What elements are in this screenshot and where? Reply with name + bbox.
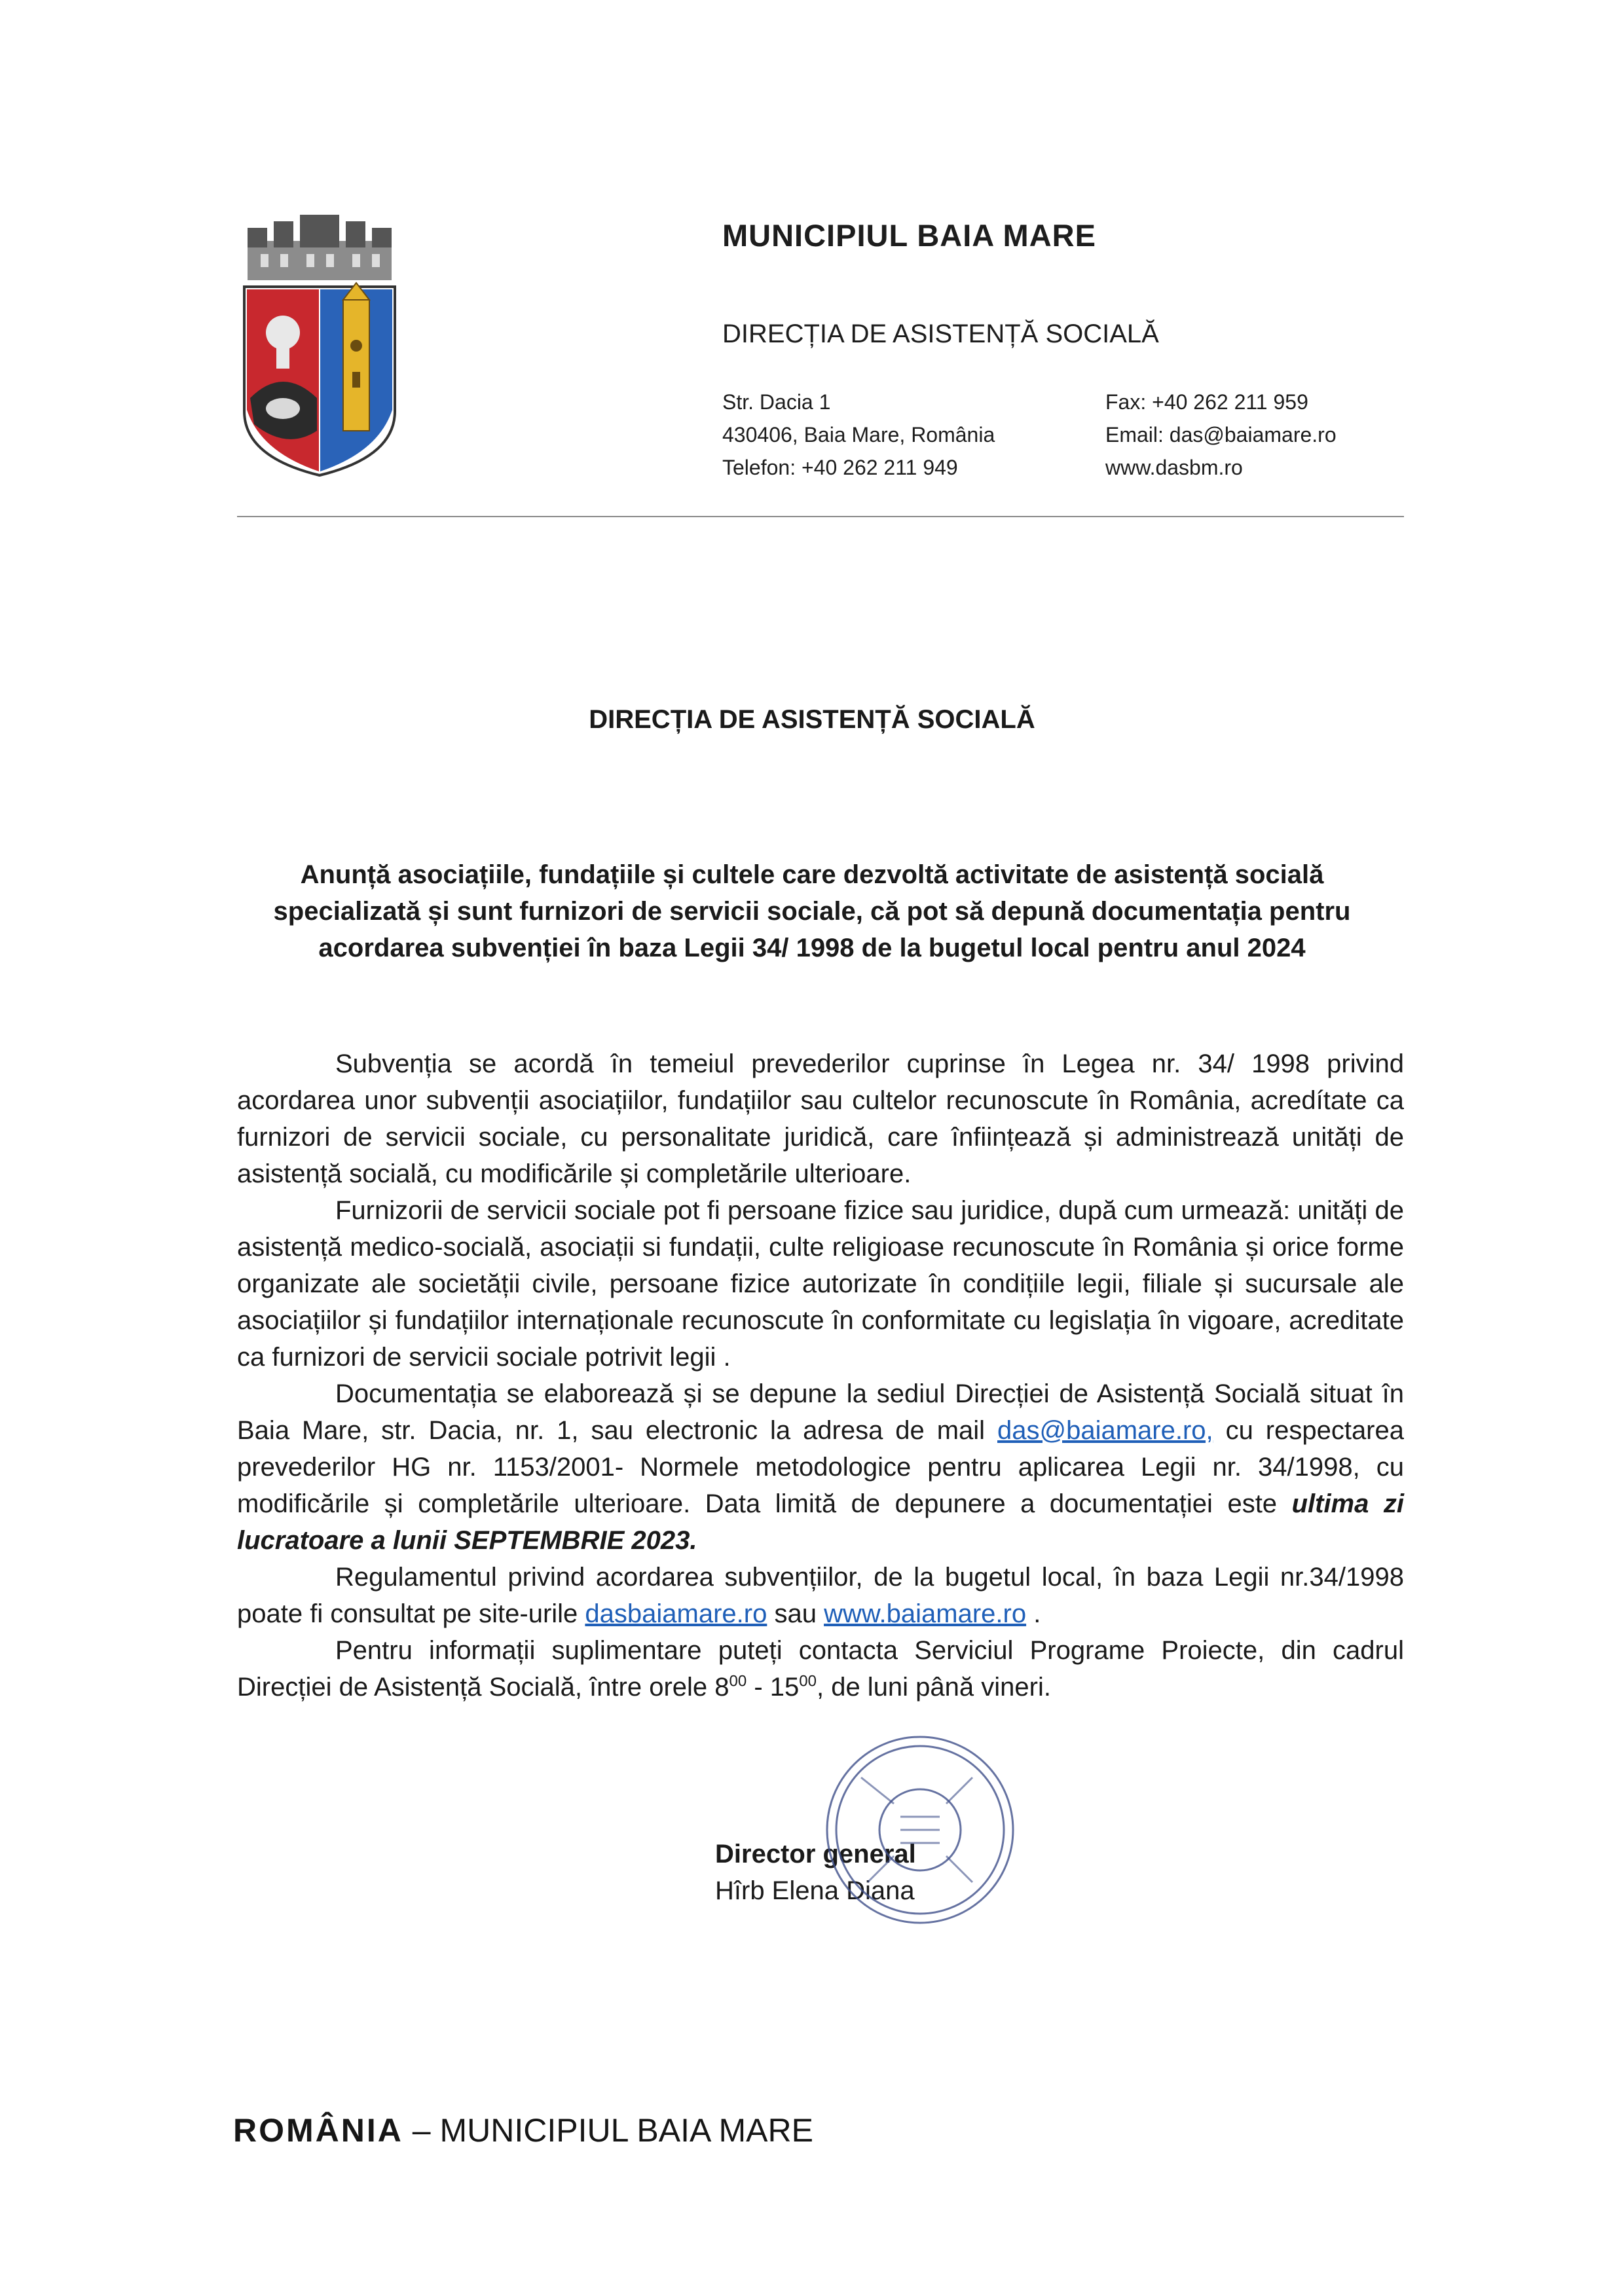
department-name: DIRECȚIA DE ASISTENȚĂ SOCIALĂ <box>722 319 1159 348</box>
signatory-title: Director general <box>715 1840 916 1868</box>
footer <box>233 2111 813 2149</box>
baiamare-link[interactable]: www.baiamare.ro <box>824 1599 1027 1628</box>
deadline-text: ultima zi lucratoare a lunii SEPTEMBRIE 2023. <box>237 1489 1404 1555</box>
footer-country: ROMÂNIA <box>233 2112 403 2149</box>
signatory-name: Hîrb Elena Diana <box>715 1876 915 1905</box>
paragraph-regulation: Regulamentul privind acordarea subvențiilor, de la bugetul local, în baza Legii nr.34/1998 poate fi consultat pe site-urile dasbaiamare.ro sau www.baiamare.ro . <box>237 1563 1404 1628</box>
city-address: 430406, Baia Mare, România <box>722 423 995 446</box>
paragraph-documentation: Documentația se elaborează și se depune la sediul Direcției de Asistență Socială situat în Baia Mare, str. Dacia, nr. 1, sau electronic la adresa de mail das@baiamare.ro, cu respectarea prevederilor HG nr. 1153/2001- Normele metodologice pentru aplicarea Legii nr. 34/1998, cu modificările și completările ulterioare. Data limită de depunere a documentației este ultima zi lucratoare a lunii SEPTEMBRIE 2023. <box>237 1379 1404 1555</box>
paragraph-providers: Furnizorii de servicii sociale pot fi persoane fizice sau juridice, după cum urmează: unități de asistență medico-socială, asociații si fundații, culte religioase recunoscute în România și orice forme organizate ale societății civile, persoane fizice autorizate în condițiile legii, filiale și sucursale ale asociațiilor și fundațiilor internaționale recunoscute în conformitate cu legislația în vigoare, acreditate ca furnizori de servicii sociale potrivit legii . <box>237 1196 1404 1372</box>
announcement-text: Anunță asociațiile, fundațiile și cultele care dezvoltă activitate de asistență socială specializată și sunt furnizori de servicii sociale, că pot să depună documentația pentru acordarea subvenției în baza Legii 34/ 1998 de la bugetul local pentru anul 2024 <box>273 860 1351 962</box>
website-link[interactable]: www.dasbm.ro <box>1105 456 1243 479</box>
email-link[interactable]: das@baiamare.ro, <box>997 1416 1213 1445</box>
paragraph-contact: Pentru informații suplimentare puteți contacta Serviciul Programe Proiecte, din cadrul Direcției de Asistență Socială, între orele $8^{00} - 15^{00}$, de luni până vineri. <box>237 1636 1404 1702</box>
coat-of-arms-icon <box>234 215 405 477</box>
header-divider <box>237 516 1404 517</box>
footer-separator: – <box>403 2112 440 2149</box>
address-block <box>722 386 995 484</box>
email-address: Email: das@baiamare.ro <box>1105 423 1337 446</box>
paragraph-subsidy: Subvenția se acordă în temeiul prevederilor cuprinse în Legea nr. 34/ 1998 privind acordarea unor subvenții asociațiilor, fundațiilor sau cultelor recunoscute în România, acredítate ca furnizori de servicii sociale, cu personalitate juridică, care înființează și administrează unități de asistență socială, cu modificările și completările ulterioare. <box>237 1049 1404 1188</box>
dasbaiamare-link[interactable]: dasbaiamare.ro <box>585 1599 767 1628</box>
fax-number: Fax: +40 262 211 959 <box>1105 390 1308 414</box>
phone-number: Telefon: +40 262 211 949 <box>722 456 958 479</box>
official-stamp-icon <box>822 1732 1018 1928</box>
institution-name: MUNICIPIUL BAIA MARE <box>722 218 1096 253</box>
contact-block <box>1105 386 1337 484</box>
street-address: Str. Dacia 1 <box>722 390 831 414</box>
document-title: DIRECȚIA DE ASISTENȚĂ SOCIALĂ <box>589 705 1035 734</box>
footer-municipality: MUNICIPIUL BAIA MARE <box>439 2112 813 2149</box>
document-body <box>237 1046 1404 1705</box>
